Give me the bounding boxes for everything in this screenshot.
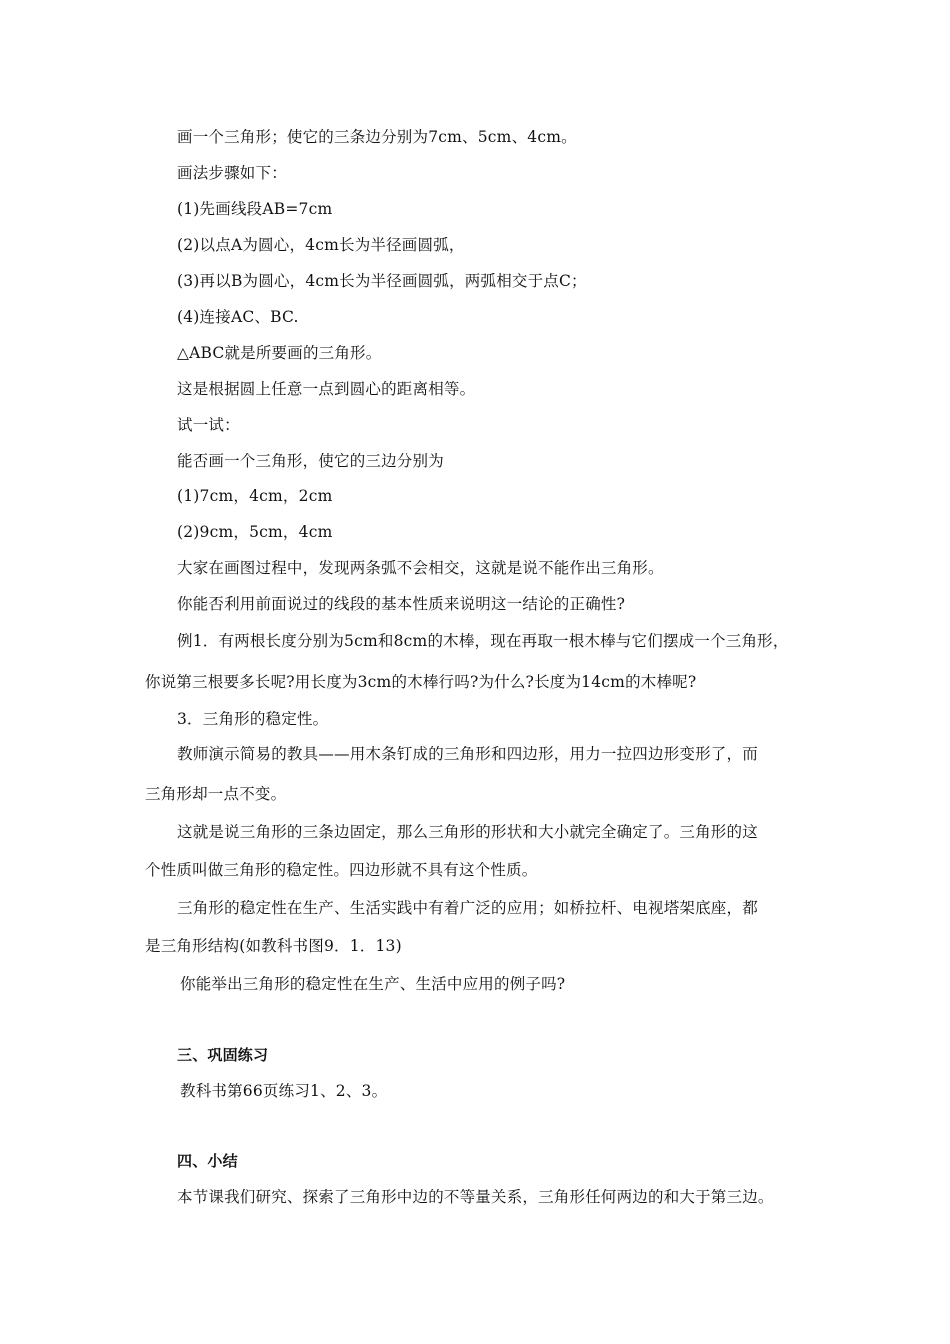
paragraph-line: 画一个三角形；使它的三条边分别为7cm、5cm、4cm。 [177, 128, 577, 146]
paragraph-line: 你说第三根要多长呢?用长度为3cm的木棒行吗?为什么?长度为14cm的木棒呢? [145, 673, 697, 691]
paragraph-line: 你能举出三角形的稳定性在生产、生活中应用的例子吗? [180, 975, 566, 993]
paragraph-line: 这就是说三角形的三条边固定，那么三角形的形状和大小就完全确定了。三角形的这 [177, 823, 758, 841]
paragraph-line: 个性质叫做三角形的稳定性。四边形就不具有这个性质。 [145, 861, 538, 879]
paragraph-line: 三角形却一点不变。 [145, 785, 287, 803]
paragraph-line: △ABC就是所要画的三角形。 [177, 344, 382, 362]
section-heading-practice: 三、巩固练习 [177, 1046, 269, 1064]
paragraph-line: 教师演示简易的教具——用木条钉成的三角形和四边形，用力一拉四边形变形了，而 [177, 745, 758, 763]
paragraph-line: 3．三角形的稳定性。 [177, 710, 329, 728]
paragraph-line: (1)先画线段AB=7cm [177, 200, 333, 218]
paragraph-line: 这是根据圆上任意一点到圆心的距离相等。 [177, 380, 476, 398]
section-heading-summary: 四、小结 [177, 1152, 238, 1170]
practice-text: 教科书第66页练习1、2、3。 [180, 1082, 388, 1100]
paragraph-line: (4)连接AC、BC. [177, 308, 299, 326]
paragraph-line: (1)7cm，4cm，2cm [177, 487, 333, 505]
paragraph-line: (3)再以B为圆心，4cm长为半径画圆弧，两弧相交于点C； [177, 272, 587, 290]
paragraph-line: (2)以点A为圆心，4cm长为半径画圆弧， [177, 236, 465, 254]
paragraph-line: 画法步骤如下： [177, 164, 287, 182]
paragraph-line: 是三角形结构(如教科书图9．1．13) [145, 937, 402, 955]
summary-text: 本节课我们研究、探索了三角形中边的不等量关系，三角形任何两边的和大于第三边。 [177, 1188, 774, 1206]
paragraph-line: 能否画一个三角形，使它的三边分别为 [177, 452, 444, 470]
paragraph-line: 例1．有两根长度分别为5cm和8cm的木棒，现在再取一根木棒与它们摆成一个三角形， [177, 632, 789, 650]
paragraph-line: 试一试： [177, 416, 240, 434]
paragraph-line: 大家在画图过程中，发现两条弧不会相交，这就是说不能作出三角形。 [177, 559, 664, 577]
paragraph-line: 你能否利用前面说过的线段的基本性质来说明这一结论的正确性? [177, 595, 626, 613]
paragraph-line: (2)9cm，5cm，4cm [177, 523, 333, 541]
paragraph-line: 三角形的稳定性在生产、生活实践中有着广泛的应用；如桥拉杆、电视塔架底座，都 [177, 899, 758, 917]
